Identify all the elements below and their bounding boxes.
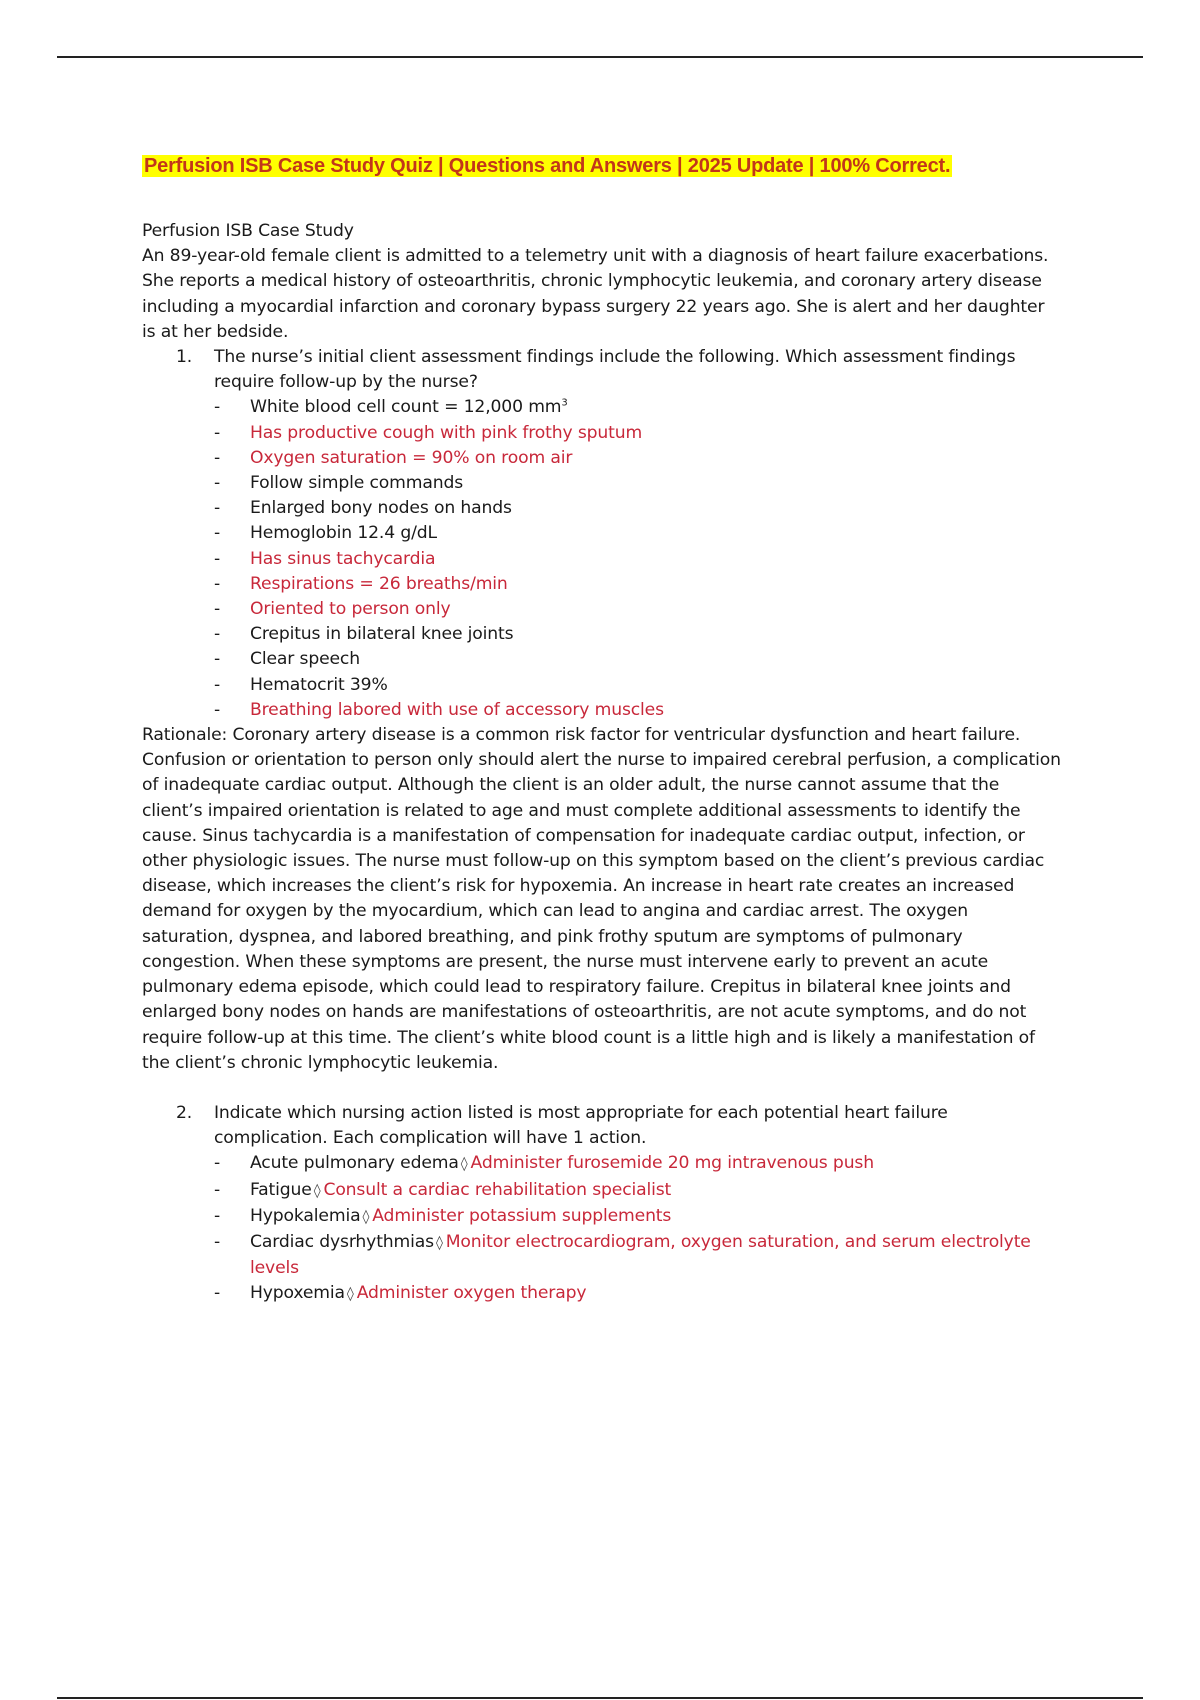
- dash-bullet-icon: -: [214, 1231, 221, 1252]
- finding-item: - White blood cell count = 12,000 $mm^3$: [214, 395, 1062, 420]
- question-number: 2.: [176, 1102, 193, 1123]
- dash-bullet-icon: -: [214, 1283, 221, 1304]
- finding-item: - Hematocrit 39%: [214, 673, 1062, 698]
- finding-item: - Enlarged bony nodes on hands: [214, 496, 1062, 521]
- dash-bullet-icon: -: [214, 548, 221, 569]
- complication-label: Acute pulmonary edema: [250, 1153, 459, 1174]
- complication-action-item: [214, 1178, 1062, 1204]
- finding-item: - Clear speech: [214, 647, 1062, 672]
- action-label: Consult a cardiac rehabilitation specialist: [323, 1179, 672, 1200]
- question-1: [142, 345, 1062, 723]
- dash-bullet-icon: -: [214, 599, 221, 620]
- dash-bullet-icon: -: [214, 573, 221, 594]
- dash-bullet-icon: -: [214, 624, 221, 645]
- dash-bullet-icon: -: [214, 523, 221, 544]
- question-prompt: Indicate which nursing action listed is most appropriate for each potential heart failure complication. Each complication will have 1 action.: [214, 1102, 948, 1149]
- complication-action-item: [214, 1204, 1062, 1230]
- complication-action-list: [214, 1151, 1062, 1307]
- finding-item-correct: - Respirations = 26 breaths/min: [214, 572, 1062, 597]
- complication-action-item: [214, 1151, 1062, 1177]
- diamond-icon: ◊: [362, 1208, 370, 1225]
- document-page: [142, 153, 1062, 1308]
- dash-bullet-icon: -: [214, 447, 221, 468]
- diamond-icon: ◊: [435, 1234, 443, 1251]
- complication-label: Fatigue: [250, 1179, 312, 1200]
- rationale-paragraph: Rationale: Coronary artery disease is a common risk factor for ventricular dysfunction and heart failure. Confusion or orientation to person only should alert the nurse to impaired cerebral perfusion, a complication of inadequate cardiac output. Although the client is an older adult, the nurse cannot assume that the client’s impaired orientation is related to age and must complete additional assessments to identify the cause. Sinus tachycardia is a manifestation of compensation for inadequate cardiac output, infection, or other physiologic issues. The nurse must follow-up on this symptom based on the client’s previous cardiac disease, which increases the client’s risk for hypoxemia. An increase in heart rate creates an increased demand for oxygen by the myocardium, which can lead to angina and cardiac arrest. The oxygen saturation, dyspnea, and labored breathing, and pink frothy sputum are symptoms of pulmonary congestion. When these symptoms are present, the nurse must intervene early to prevent an acute pulmonary edema episode, which could lead to respiratory failure. Crepitus in bilateral knee joints and enlarged bony nodes on hands are manifestations of osteoarthritis, are not acute symptoms, and do not require follow-up at this time. The client’s white blood count is a little high and is likely a manifestation of the client’s chronic lymphocytic leukemia.: [142, 725, 1061, 1073]
- dash-bullet-icon: -: [214, 397, 221, 418]
- finding-item-correct: - Oriented to person only: [214, 597, 1062, 622]
- complication-action-item: [214, 1230, 1062, 1281]
- action-label: Administer potassium supplements: [372, 1205, 672, 1226]
- finding-item: - Follow simple commands: [214, 471, 1062, 496]
- question-2: [142, 1101, 1062, 1308]
- diamond-icon: ◊: [346, 1286, 354, 1303]
- finding-item-correct: - Breathing labored with use of accessory muscles: [214, 698, 1062, 723]
- finding-item: - Hemoglobin 12.4 g/dL: [214, 521, 1062, 546]
- finding-item-correct: - Oxygen saturation = 90% on room air: [214, 446, 1062, 471]
- question-prompt: The nurse’s initial client assessment findings include the following. Which assessment findings require follow-up by the nurse?: [214, 347, 1016, 393]
- title-highlight: Perfusion ISB Case Study Quiz | Questions and Answers | 2025 Update | 100% Correct.: [144, 155, 951, 177]
- finding-item: - Crepitus in bilateral knee joints: [214, 622, 1062, 647]
- complication-label: Cardiac dysrhythmias: [250, 1231, 434, 1252]
- findings-list: [214, 395, 1062, 723]
- complication-label: Hypoxemia: [250, 1283, 345, 1304]
- action-label: Administer furosemide 20 mg intravenous push: [470, 1153, 874, 1174]
- dash-bullet-icon: -: [214, 649, 221, 670]
- dash-bullet-icon: -: [214, 473, 221, 494]
- complication-label: Hypokalemia: [250, 1205, 361, 1226]
- dash-bullet-icon: -: [214, 699, 221, 720]
- finding-item-correct: - Has sinus tachycardia: [214, 547, 1062, 572]
- finding-item-correct: - Has productive cough with pink frothy sputum: [214, 421, 1062, 446]
- complication-action-item: [214, 1281, 1062, 1307]
- document-title: [142, 153, 1062, 180]
- action-label: Monitor electrocardiogram, oxygen saturation, and serum electrolyte levels: [250, 1231, 1031, 1279]
- dash-bullet-icon: -: [214, 1205, 221, 1226]
- diamond-icon: ◊: [460, 1156, 468, 1173]
- case-intro: An 89-year-old female client is admitted to a telemetry unit with a diagnosis of heart failure exacerbations. She reports a medical history of osteoarthritis, chronic lymphocytic leukemia, and coronary artery disease including a myocardial infarction and coronary bypass surgery 22 years ago. She is alert and her daughter is at her bedside.: [142, 246, 1049, 342]
- dash-bullet-icon: -: [214, 1179, 221, 1200]
- dash-bullet-icon: -: [214, 1153, 221, 1174]
- action-label: Administer oxygen therapy: [356, 1283, 587, 1304]
- bottom-rule: [57, 1697, 1143, 1699]
- diamond-icon: ◊: [313, 1182, 321, 1199]
- question-number: 1.: [176, 347, 193, 368]
- dash-bullet-icon: -: [214, 674, 221, 695]
- case-heading: Perfusion ISB Case Study: [142, 221, 354, 241]
- top-rule: [57, 56, 1143, 58]
- dash-bullet-icon: -: [214, 422, 221, 443]
- dash-bullet-icon: -: [214, 498, 221, 519]
